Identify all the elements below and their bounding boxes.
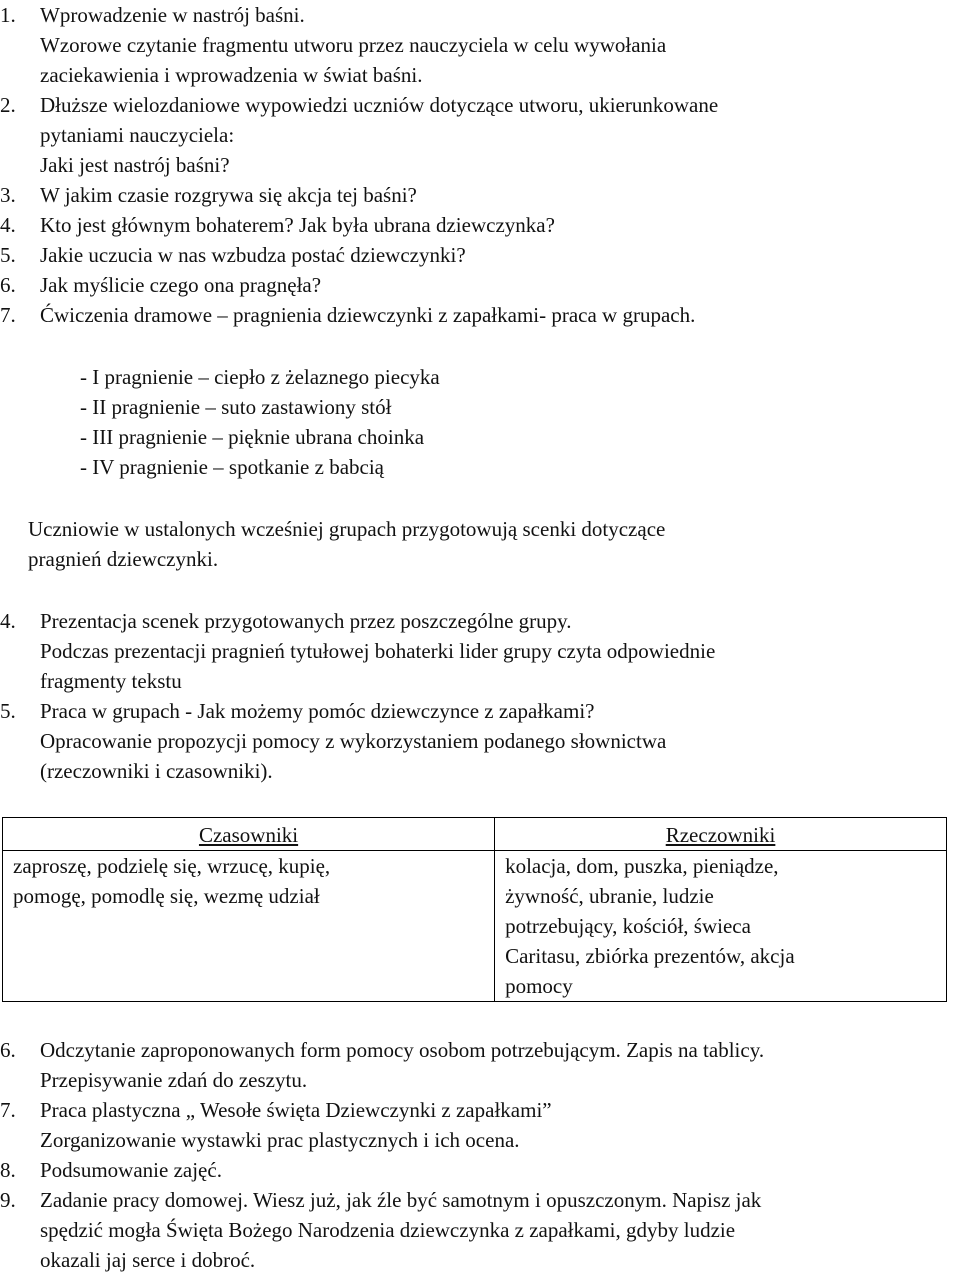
paragraph-line: Uczniowie w ustalonych wcześniej grupach przygotowują scenki dotyczące bbox=[28, 517, 666, 541]
list-item-text: fragmenty tekstu bbox=[40, 669, 182, 693]
wish-item: - I pragnienie – ciepło z żelaznego piecyka bbox=[80, 365, 440, 389]
list-item-text: Jaki jest nastrój baśni? bbox=[40, 153, 230, 177]
list-item-text: Przepisywanie zdań do zeszytu. bbox=[40, 1068, 308, 1092]
wish-item: - III pragnienie – pięknie ubrana choinka bbox=[80, 425, 425, 449]
list-item-text: spędzić mogła Święta Bożego Narodzenia dziewczynka z zapałkami, gdyby ludzie bbox=[40, 1218, 736, 1242]
list-item-text: Wzorowe czytanie fragmentu utworu przez nauczyciela w celu wywołania bbox=[40, 33, 667, 57]
list-item-text: Podczas prezentacji pragnień tytułowej bohaterki lider grupy czyta odpowiednie bbox=[40, 639, 716, 663]
list-item-text: Opracowanie propozycji pomocy z wykorzystaniem podanego słownictwa bbox=[40, 729, 667, 753]
verbs-header: Czasowniki bbox=[3, 818, 495, 851]
list-item-text: okazali jaj serce i dobroć. bbox=[40, 1248, 256, 1272]
paragraph-line: pragnień dziewczynki. bbox=[28, 547, 219, 571]
vocabulary-table bbox=[2, 817, 947, 1002]
nouns-cell: kolacja, dom, puszka, pieniądze, żywność, ubranie, ludzie potrzebujący, kościół, świeca Caritasu, zbiórka prezentów, akcja pomocy bbox=[495, 851, 947, 1002]
list-item-text: (rzeczowniki i czasowniki). bbox=[40, 759, 273, 783]
list-item-text: pytaniami nauczyciela: bbox=[40, 123, 235, 147]
table-header-row bbox=[3, 818, 947, 851]
nouns-header: Rzeczowniki bbox=[495, 818, 947, 851]
list-item-text: Zorganizowanie wystawki prac plastycznych i ich ocena. bbox=[40, 1128, 520, 1152]
wish-item: - II pragnienie – suto zastawiony stół bbox=[80, 395, 392, 419]
wish-item: - IV pragnienie – spotkanie z babcią bbox=[80, 455, 384, 479]
table-row bbox=[3, 851, 947, 1002]
verbs-cell: zaproszę, podzielę się, wrzucę, kupię, pomogę, pomodlę się, wezmę udział bbox=[3, 851, 495, 1002]
list-item-text: zaciekawienia i wprowadzenia w świat baśni. bbox=[40, 63, 423, 87]
